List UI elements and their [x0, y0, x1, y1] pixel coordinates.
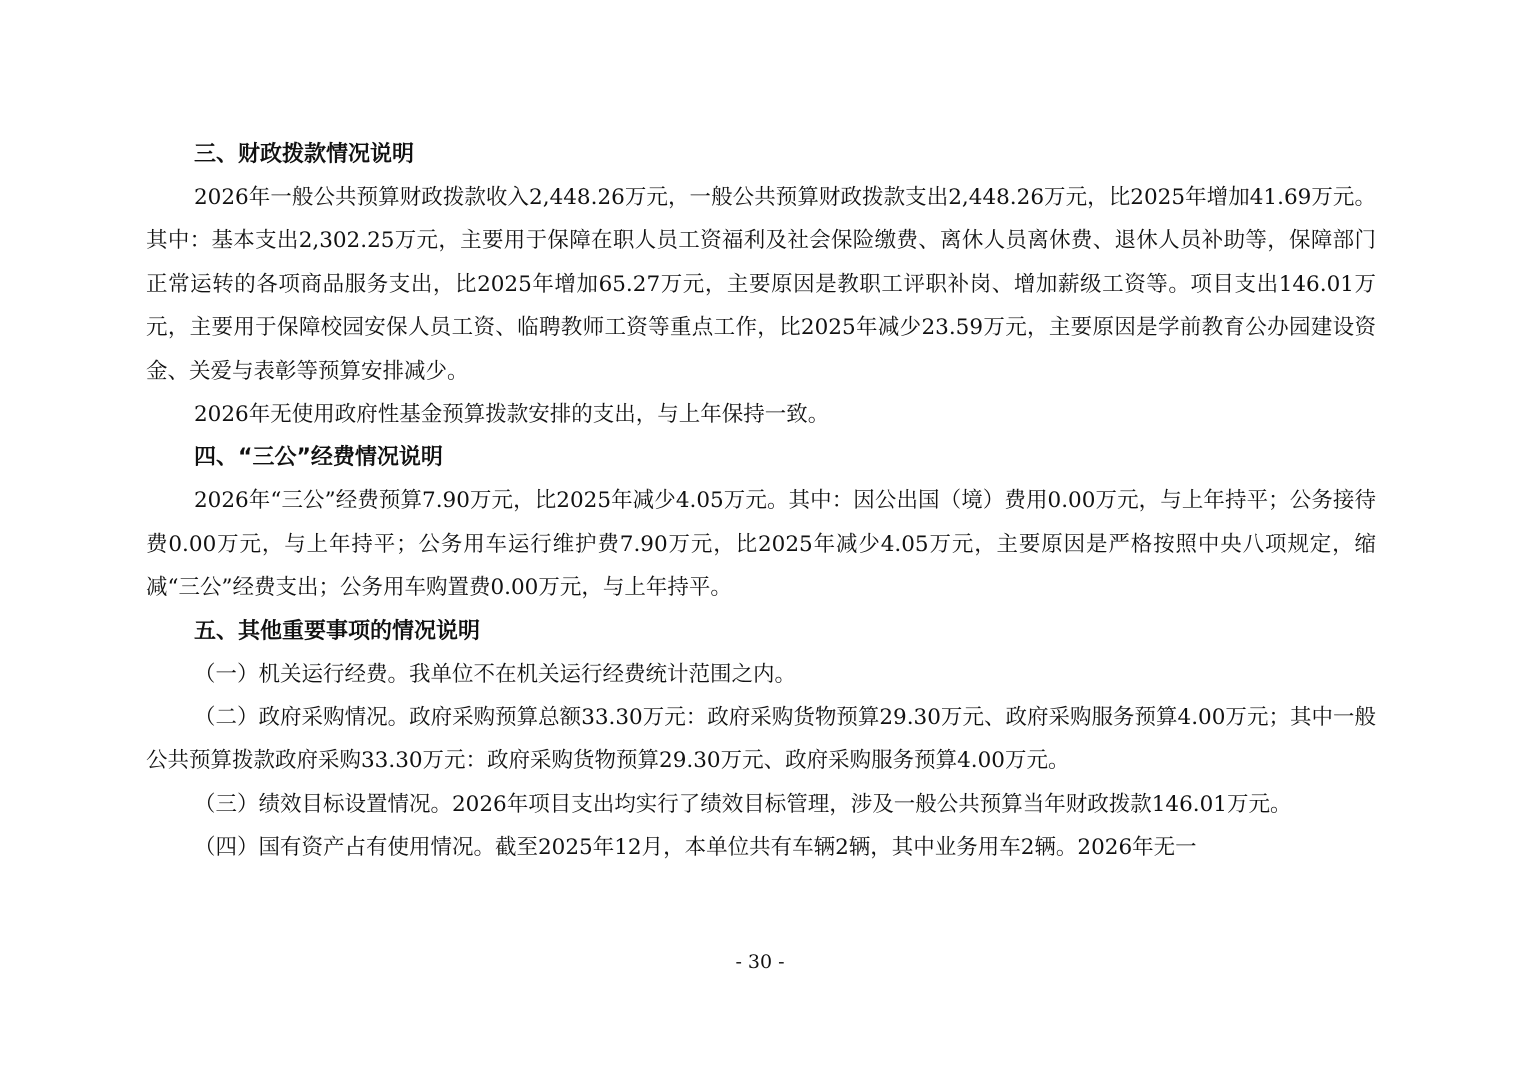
section-heading: 四、“三公”经费情况说明: [194, 445, 443, 471]
paragraph: 2026年无使用政府性基金预算拨款安排的支出，与上年保持一致。: [194, 402, 830, 428]
page-number: - 30 -: [735, 951, 785, 973]
paragraph: 2026年一般公共预算财政拨款收入2,448.26万元，一般公共预算财政拨款支出2,448.26万元，比2025年增加41.69万元。其中：基本支出2,302.25万元，主要用于保障在职人员工资福利及社会保险缴费、离休人员离休费、退休人员补助等，保障部门正常运转的各项商品服务支出，比2025年增加65.27万元，主要原因是教职工评职补岗、增加薪级工资等。项目支出146.01万元，主要用于保障校园安保人员工资、临聘教师工资等重点工作，比2025年减少23.59万元，主要原因是学前教育公办园建设资金、关爱与表彰等预算安排减少。: [146, 185, 1376, 384]
document-body: [146, 133, 1376, 870]
paragraph: （二）政府采购情况。政府采购预算总额33.30万元：政府采购货物预算29.30万元、政府采购服务预算4.00万元；其中一般公共预算拨款政府采购33.30万元：政府采购货物预算29.30万元、政府采购服务预算4.00万元。: [146, 705, 1376, 774]
paragraph: （三）绩效目标设置情况。2026年项目支出均实行了绩效目标管理，涉及一般公共预算当年财政拨款146.01万元。: [194, 791, 1292, 817]
section-other-matters: [146, 610, 1376, 870]
paragraph: （四）国有资产占有使用情况。截至2025年12月，本单位共有车辆2辆，其中业务用车2辆。2026年无一: [194, 835, 1197, 861]
paragraph: 2026年“三公”经费预算7.90万元，比2025年减少4.05万元。其中：因公出国（境）费用0.00万元，与上年持平；公务接待费0.00万元，与上年持平；公务用车运行维护费7.90万元，比2025年减少4.05万元，主要原因是严格按照中央八项规定，缩减“三公”经费支出；公务用车购置费0.00万元，与上年持平。: [146, 488, 1376, 601]
section-fiscal-appropriation: [146, 133, 1376, 436]
paragraph: （一）机关运行经费。我单位不在机关运行经费统计范围之内。: [194, 661, 797, 687]
section-three-public-expenses: [146, 436, 1376, 609]
section-heading: 三、财政拨款情况说明: [194, 142, 415, 167]
section-heading: 五、其他重要事项的情况说明: [194, 618, 481, 644]
